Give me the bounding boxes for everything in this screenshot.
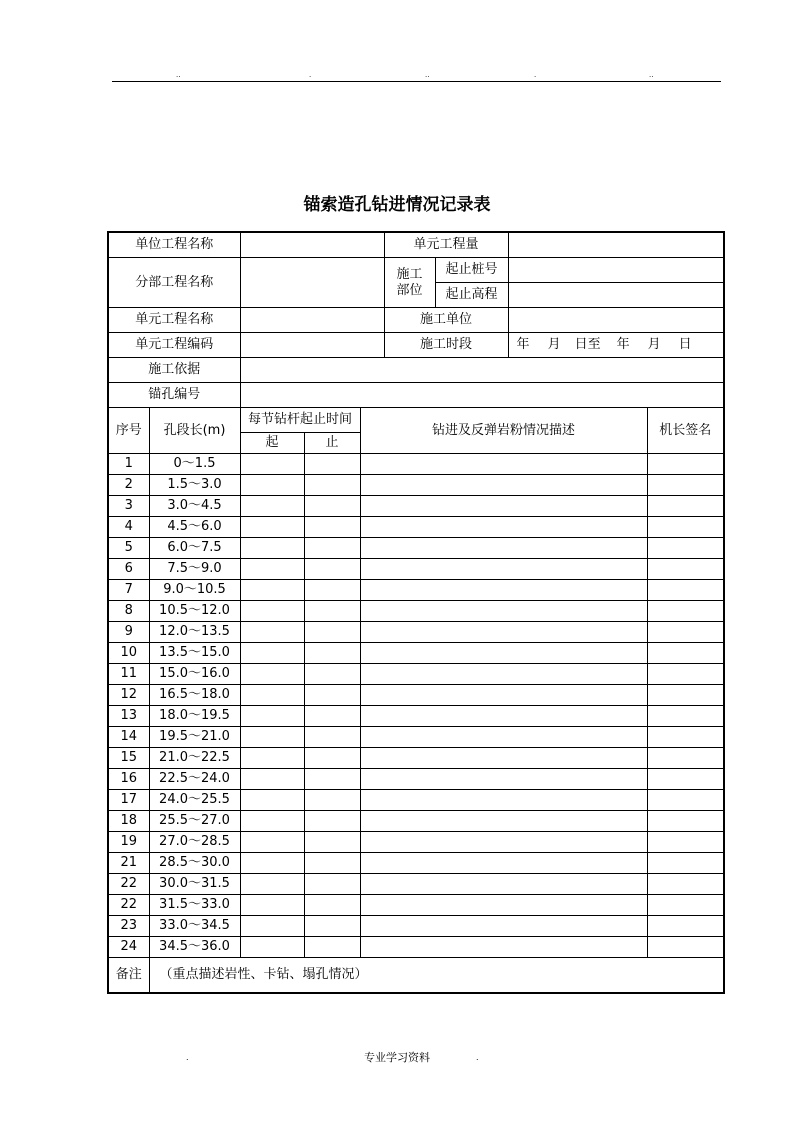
row-description[interactable] [360, 580, 647, 601]
row-start-time[interactable] [240, 748, 304, 769]
table-row [108, 937, 724, 958]
row-end-time[interactable] [304, 517, 360, 538]
row-segment-range: 13.5～15.0 [149, 643, 240, 664]
label-construction-part [384, 258, 435, 308]
row-start-time[interactable] [240, 853, 304, 874]
label-construction-unit: 施工单位 [384, 308, 508, 333]
row-seq: 13 [108, 706, 149, 727]
row-start-time[interactable] [240, 706, 304, 727]
header-rule [112, 81, 721, 82]
table-row [108, 601, 724, 622]
row-end-time[interactable] [304, 832, 360, 853]
period-day-end: 日 [678, 337, 692, 352]
row-description[interactable] [360, 454, 647, 475]
row-signature[interactable] [647, 559, 724, 580]
field-construction-unit[interactable] [508, 308, 724, 333]
header-dots [112, 70, 721, 80]
label-element-project-name: 单元工程名称 [108, 308, 240, 333]
row-signature[interactable] [647, 769, 724, 790]
remarks-label: 备注 [108, 958, 149, 993]
row-seq: 7 [108, 580, 149, 601]
row-start-time[interactable] [240, 769, 304, 790]
row-signature[interactable] [647, 916, 724, 937]
row-seq: 22 [108, 895, 149, 916]
row-signature[interactable] [647, 622, 724, 643]
row-seq: 5 [108, 538, 149, 559]
row-start-time[interactable] [240, 538, 304, 559]
row-end-time[interactable] [304, 454, 360, 475]
table-row [108, 559, 724, 580]
row-seq: 22 [108, 874, 149, 895]
footer-dot-left: . [186, 1053, 189, 1062]
period-day-start: 日至 [574, 337, 601, 352]
row-description[interactable] [360, 727, 647, 748]
field-unit-project-name[interactable] [240, 232, 384, 258]
row-signature[interactable] [647, 832, 724, 853]
row-description[interactable] [360, 769, 647, 790]
row-segment-range: 3.0～4.5 [149, 496, 240, 517]
row-end-time[interactable] [304, 538, 360, 559]
header-dot: . [534, 71, 537, 79]
label-construction-part-line2: 部位 [396, 282, 423, 298]
period-year-start: 年 [516, 337, 530, 352]
row-segment-range: 15.0～16.0 [149, 664, 240, 685]
row-signature[interactable] [647, 580, 724, 601]
table-row [108, 769, 724, 790]
label-construction-period: 施工时段 [384, 333, 508, 358]
row-description[interactable] [360, 895, 647, 916]
row-end-time[interactable] [304, 643, 360, 664]
row-description[interactable] [360, 559, 647, 580]
row-description[interactable] [360, 622, 647, 643]
row-description[interactable] [360, 811, 647, 832]
row-signature[interactable] [647, 643, 724, 664]
row-segment-range: 9.0～10.5 [149, 580, 240, 601]
row-segment-range: 0～1.5 [149, 454, 240, 475]
col-header-seq: 序号 [108, 408, 149, 454]
col-header-signature: 机长签名 [647, 408, 724, 454]
row-segment-range: 22.5～24.0 [149, 769, 240, 790]
row-end-time[interactable] [304, 769, 360, 790]
field-element-project-code[interactable] [240, 333, 384, 358]
row-seq: 12 [108, 685, 149, 706]
row-seq: 16 [108, 769, 149, 790]
row-start-time[interactable] [240, 916, 304, 937]
remarks-field[interactable]: （重点描述岩性、卡钻、塌孔情况） [149, 958, 724, 993]
row-segment-range: 1.5～3.0 [149, 475, 240, 496]
row-start-time[interactable] [240, 517, 304, 538]
row-segment-range: 34.5～36.0 [149, 937, 240, 958]
row-end-time[interactable] [304, 622, 360, 643]
period-month-end: 月 [647, 337, 661, 352]
label-unit-project-name: 单位工程名称 [108, 232, 240, 258]
row-description[interactable] [360, 664, 647, 685]
table-row [108, 538, 724, 559]
col-header-rod-time: 每节钻杆起止时间 [240, 408, 360, 433]
row-end-time[interactable] [304, 559, 360, 580]
label-element-quantity: 单元工程量 [384, 232, 508, 258]
field-construction-period[interactable] [508, 333, 724, 358]
row-signature[interactable] [647, 664, 724, 685]
table-row [108, 853, 724, 874]
row-segment-range: 10.5～12.0 [149, 601, 240, 622]
row-end-time[interactable] [304, 685, 360, 706]
period-year-end: 年 [616, 337, 630, 352]
table-row [108, 727, 724, 748]
row-end-time[interactable] [304, 580, 360, 601]
row-signature[interactable] [647, 790, 724, 811]
table-row [108, 454, 724, 475]
row-segment-range: 12.0～13.5 [149, 622, 240, 643]
row-seq: 11 [108, 664, 149, 685]
table-row [108, 706, 724, 727]
row-description[interactable] [360, 832, 647, 853]
row-description[interactable] [360, 790, 647, 811]
label-division-project-name: 分部工程名称 [108, 258, 240, 308]
row-signature[interactable] [647, 874, 724, 895]
row-start-time[interactable] [240, 727, 304, 748]
row-seq: 15 [108, 748, 149, 769]
row-segment-range: 25.5～27.0 [149, 811, 240, 832]
row-description[interactable] [360, 601, 647, 622]
footer-dot-right: . [476, 1053, 479, 1062]
header-dot: . [309, 71, 312, 79]
row-description[interactable] [360, 685, 647, 706]
row-signature[interactable] [647, 895, 724, 916]
row-end-time[interactable] [304, 790, 360, 811]
row-signature[interactable] [647, 727, 724, 748]
table-row [108, 580, 724, 601]
table-row [108, 832, 724, 853]
field-start-end-elevation[interactable] [508, 283, 724, 308]
row-seq: 1 [108, 454, 149, 475]
row-segment-range: 27.0～28.5 [149, 832, 240, 853]
field-division-project-name[interactable] [240, 258, 384, 308]
row-end-time[interactable] [304, 475, 360, 496]
table-row [108, 664, 724, 685]
row-segment-range: 4.5～6.0 [149, 517, 240, 538]
row-seq: 3 [108, 496, 149, 517]
row-signature[interactable] [647, 454, 724, 475]
row-end-time[interactable] [304, 748, 360, 769]
page-title: 锚索造孔钻进情况记录表 [303, 195, 491, 215]
label-construction-part-line1: 施工 [396, 266, 423, 282]
row-start-time[interactable] [240, 811, 304, 832]
label-start-end-elevation: 起止高程 [435, 283, 508, 308]
row-description[interactable] [360, 706, 647, 727]
row-seq: 19 [108, 832, 149, 853]
row-description[interactable] [360, 538, 647, 559]
row-seq: 14 [108, 727, 149, 748]
col-header-segment-length: 孔段长(m) [149, 408, 240, 454]
row-description[interactable] [360, 874, 647, 895]
row-start-time[interactable] [240, 601, 304, 622]
row-segment-range: 21.0～22.5 [149, 748, 240, 769]
table-row [108, 916, 724, 937]
row-start-time[interactable] [240, 874, 304, 895]
row-segment-range: 28.5～30.0 [149, 853, 240, 874]
row-segment-range: 16.5～18.0 [149, 685, 240, 706]
label-element-project-code: 单元工程编码 [108, 333, 240, 358]
row-signature[interactable] [647, 538, 724, 559]
row-seq: 18 [108, 811, 149, 832]
row-description[interactable] [360, 643, 647, 664]
label-start-end-station: 起止桩号 [435, 258, 508, 283]
label-construction-basis: 施工依据 [108, 358, 240, 383]
row-seq: 21 [108, 853, 149, 874]
row-segment-range: 24.0～25.5 [149, 790, 240, 811]
row-seq: 24 [108, 937, 149, 958]
row-start-time[interactable] [240, 643, 304, 664]
header-dot: .. [176, 71, 181, 79]
row-start-time[interactable] [240, 496, 304, 517]
table-row [108, 811, 724, 832]
row-end-time[interactable] [304, 496, 360, 517]
row-end-time[interactable] [304, 937, 360, 958]
table-row [108, 790, 724, 811]
row-start-time[interactable] [240, 622, 304, 643]
row-description[interactable] [360, 496, 647, 517]
row-seq: 4 [108, 517, 149, 538]
row-start-time[interactable] [240, 475, 304, 496]
row-end-time[interactable] [304, 601, 360, 622]
row-start-time[interactable] [240, 454, 304, 475]
table-row [108, 496, 724, 517]
row-segment-range: 19.5～21.0 [149, 727, 240, 748]
field-element-project-name[interactable] [240, 308, 384, 333]
row-end-time[interactable] [304, 706, 360, 727]
table-row [108, 517, 724, 538]
header-dot: .. [649, 71, 654, 79]
row-segment-range: 7.5～9.0 [149, 559, 240, 580]
row-start-time[interactable] [240, 685, 304, 706]
row-start-time[interactable] [240, 832, 304, 853]
row-start-time[interactable] [240, 895, 304, 916]
row-signature[interactable] [647, 937, 724, 958]
row-signature[interactable] [647, 475, 724, 496]
row-seq: 23 [108, 916, 149, 937]
row-segment-range: 18.0～19.5 [149, 706, 240, 727]
row-segment-range: 31.5～33.0 [149, 895, 240, 916]
row-start-time[interactable] [240, 937, 304, 958]
row-seq: 9 [108, 622, 149, 643]
row-seq: 17 [108, 790, 149, 811]
row-signature[interactable] [647, 706, 724, 727]
row-signature[interactable] [647, 853, 724, 874]
label-anchor-hole-no: 锚孔编号 [108, 383, 240, 408]
row-end-time[interactable] [304, 853, 360, 874]
col-header-end: 止 [304, 433, 360, 454]
row-segment-range: 33.0～34.5 [149, 916, 240, 937]
row-signature[interactable] [647, 601, 724, 622]
row-end-time[interactable] [304, 811, 360, 832]
row-segment-range: 6.0～7.5 [149, 538, 240, 559]
row-description[interactable] [360, 853, 647, 874]
row-start-time[interactable] [240, 790, 304, 811]
row-description[interactable] [360, 916, 647, 937]
row-seq: 2 [108, 475, 149, 496]
row-signature[interactable] [647, 811, 724, 832]
table-row [108, 685, 724, 706]
table-row [108, 895, 724, 916]
row-start-time[interactable] [240, 664, 304, 685]
table-row [108, 748, 724, 769]
table-row [108, 622, 724, 643]
row-description[interactable] [360, 937, 647, 958]
data-rows [108, 454, 724, 958]
col-header-description: 钻进及反弹岩粉情况描述 [360, 408, 647, 454]
row-seq: 6 [108, 559, 149, 580]
table-row [108, 874, 724, 895]
row-signature[interactable] [647, 748, 724, 769]
row-end-time[interactable] [304, 874, 360, 895]
footer-text: 专业学习资料 [364, 1051, 430, 1064]
field-anchor-hole-no[interactable] [240, 383, 724, 408]
row-seq: 8 [108, 601, 149, 622]
table-row [108, 475, 724, 496]
record-form-table [107, 231, 725, 994]
field-construction-basis[interactable] [240, 358, 724, 383]
row-description[interactable] [360, 748, 647, 769]
row-start-time[interactable] [240, 559, 304, 580]
row-start-time[interactable] [240, 580, 304, 601]
row-segment-range: 30.0～31.5 [149, 874, 240, 895]
row-end-time[interactable] [304, 727, 360, 748]
row-signature[interactable] [647, 496, 724, 517]
row-seq: 10 [108, 643, 149, 664]
table-row [108, 643, 724, 664]
field-start-end-station[interactable] [508, 258, 724, 283]
header-dot: .. [425, 71, 430, 79]
period-month-start: 月 [547, 337, 561, 352]
row-signature[interactable] [647, 685, 724, 706]
row-description[interactable] [360, 517, 647, 538]
row-signature[interactable] [647, 517, 724, 538]
field-element-quantity[interactable] [508, 232, 724, 258]
row-description[interactable] [360, 475, 647, 496]
col-header-start: 起 [240, 433, 304, 454]
row-end-time[interactable] [304, 664, 360, 685]
row-end-time[interactable] [304, 916, 360, 937]
row-end-time[interactable] [304, 895, 360, 916]
